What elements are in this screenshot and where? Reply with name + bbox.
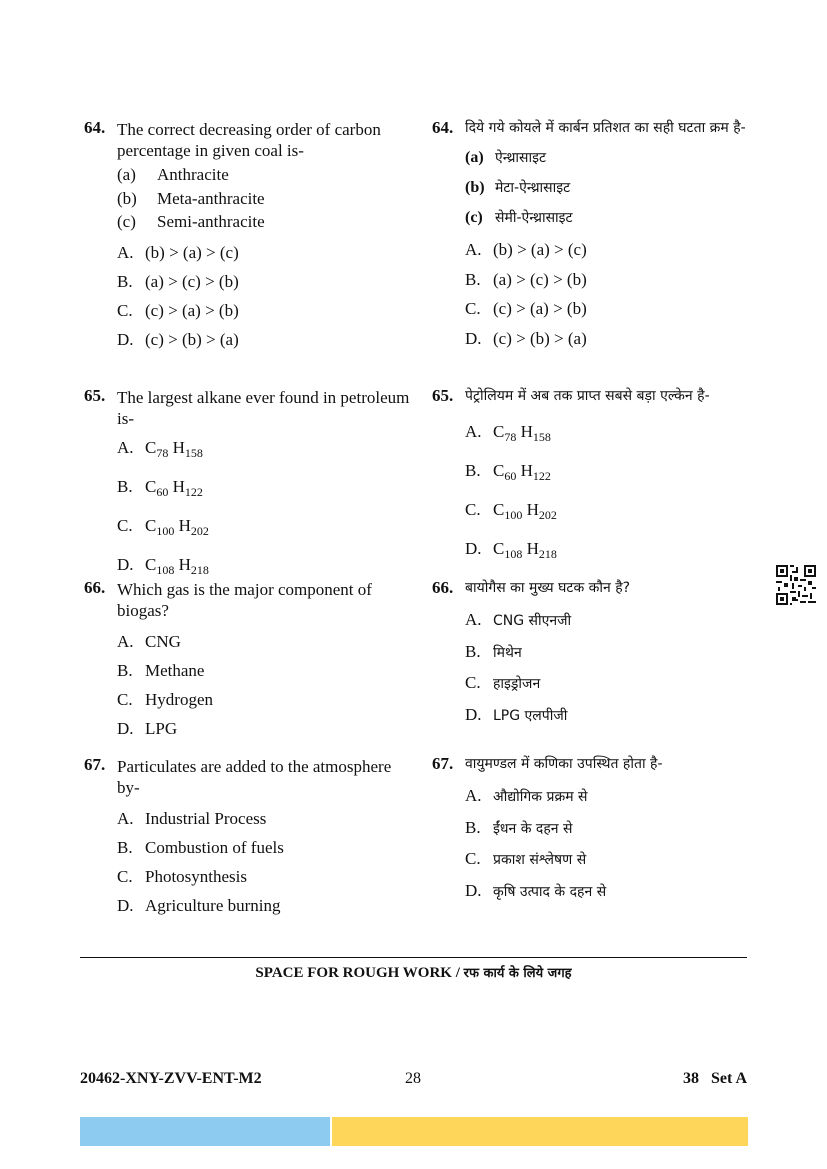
option-d: D. (c) > (b) > (a) (117, 329, 239, 349)
option-d: D. $C_{108}$ $H_{218}$ (465, 539, 557, 561)
question-65-hi (432, 383, 752, 571)
option-a: A. औद्योगिक प्रक्रम से (465, 786, 588, 805)
option-c: C. Photosynthesis (117, 867, 248, 886)
option-c: C. (c) > (a) > (b) (465, 299, 587, 318)
list-item: (c) Semi-anthracite (117, 212, 265, 231)
question-text: दिये गये कोयले में कार्बन प्रतिशत का सही घटता क्रम है- (465, 120, 746, 136)
question-64-hi (432, 115, 752, 353)
list-item: (b) मेटा-ऐन्थ्रासाइट (465, 179, 571, 196)
question-65-en (84, 387, 414, 587)
option-c: C. हाइड्रोजन (465, 673, 541, 692)
footer-band-yellow (332, 1117, 748, 1146)
question-64-en (84, 119, 414, 354)
option-a: A. CNG सीएनजी (465, 610, 572, 629)
option-d: D. कृषि उत्पाद के दहन से (465, 880, 607, 900)
option-c: C. (c) > (a) > (b) (117, 300, 239, 320)
rough-work-label: SPACE FOR ROUGH WORK / रफ कार्य के लिये जगह (255, 965, 572, 981)
question-number: 67. (84, 755, 106, 774)
question-text: The largest alkane ever found in petroleum is- (117, 388, 410, 428)
option-c: C. Hydrogen (117, 690, 213, 709)
option-b: B. (a) > (c) > (b) (117, 271, 239, 291)
option-b: B. $C_{60}$ $H_{122}$ (465, 461, 551, 483)
question-66-hi (432, 575, 752, 731)
option-a: A. CNG (117, 632, 181, 651)
question-67-hi (432, 751, 752, 907)
option-b: B. Combustion of fuels (117, 838, 284, 857)
option-a: A. $C_{78}$ $H_{158}$ (117, 438, 203, 460)
option-a: A. (b) > (a) > (c) (465, 240, 587, 259)
option-b: B. ईंधन के दहन से (465, 817, 573, 837)
question-number: 64. (432, 118, 454, 137)
option-d: D. LPG (117, 719, 178, 738)
question-number: 64. (84, 118, 106, 137)
question-text: The correct decreasing order of carbon percentage in given coal is- (117, 120, 381, 160)
option-c: C. $C_{100}$ $H_{202}$ (465, 500, 557, 522)
option-c: C. $C_{100}$ $H_{202}$ (117, 516, 209, 538)
option-a: A. (b) > (a) > (c) (117, 242, 239, 262)
list-item: (b) Meta-anthracite (117, 188, 265, 208)
list-item: (a) Anthracite (117, 165, 229, 184)
footer-band-blue (80, 1117, 330, 1146)
qr-code-icon (776, 565, 816, 605)
set-label: 38 Set A (683, 1070, 747, 1087)
question-67-en (84, 756, 414, 920)
list-item: (c) सेमी-ऐन्थ्रासाइट (465, 209, 573, 226)
question-number: 65. (84, 386, 106, 405)
rough-work-divider (80, 957, 747, 958)
option-d: D. Agriculture burning (117, 896, 281, 915)
list-item: (a) ऐन्थ्रासाइट (465, 149, 547, 166)
question-number: 66. (432, 578, 454, 597)
question-text: वायुमण्डल में कणिका उपस्थित होता है- (465, 756, 663, 772)
question-text: बायोगैस का मुख्य घटक कौन है? (465, 580, 631, 596)
option-d: D. (c) > (b) > (a) (465, 328, 587, 348)
question-66-en (84, 579, 414, 743)
option-b: B. (a) > (c) > (b) (465, 269, 587, 289)
option-a: A. Industrial Process (117, 809, 267, 828)
question-number: 67. (432, 754, 454, 773)
option-a: A. $C_{78}$ $H_{158}$ (465, 422, 551, 444)
option-b: B. मिथेन (465, 641, 522, 661)
question-text: पेट्रोलियम में अब तक प्राप्त सबसे बड़ा एल्केन है- (465, 388, 710, 404)
option-d: D. LPG एलपीजी (465, 704, 568, 724)
question-number: 65. (432, 386, 454, 405)
option-b: B. $C_{60}$ $H_{122}$ (117, 477, 203, 499)
page-number: 28 (405, 1070, 421, 1087)
question-number: 66. (84, 578, 106, 597)
paper-code: 20462-XNY-ZVV-ENT-M2 (80, 1070, 262, 1087)
question-text: Which gas is the major component of biogas? (117, 580, 372, 620)
option-d: D. $C_{108}$ $H_{218}$ (117, 555, 209, 577)
option-b: B. Methane (117, 661, 205, 680)
option-c: C. प्रकाश संश्लेषण से (465, 849, 587, 868)
question-text: Particulates are added to the atmosphere by- (117, 757, 392, 797)
